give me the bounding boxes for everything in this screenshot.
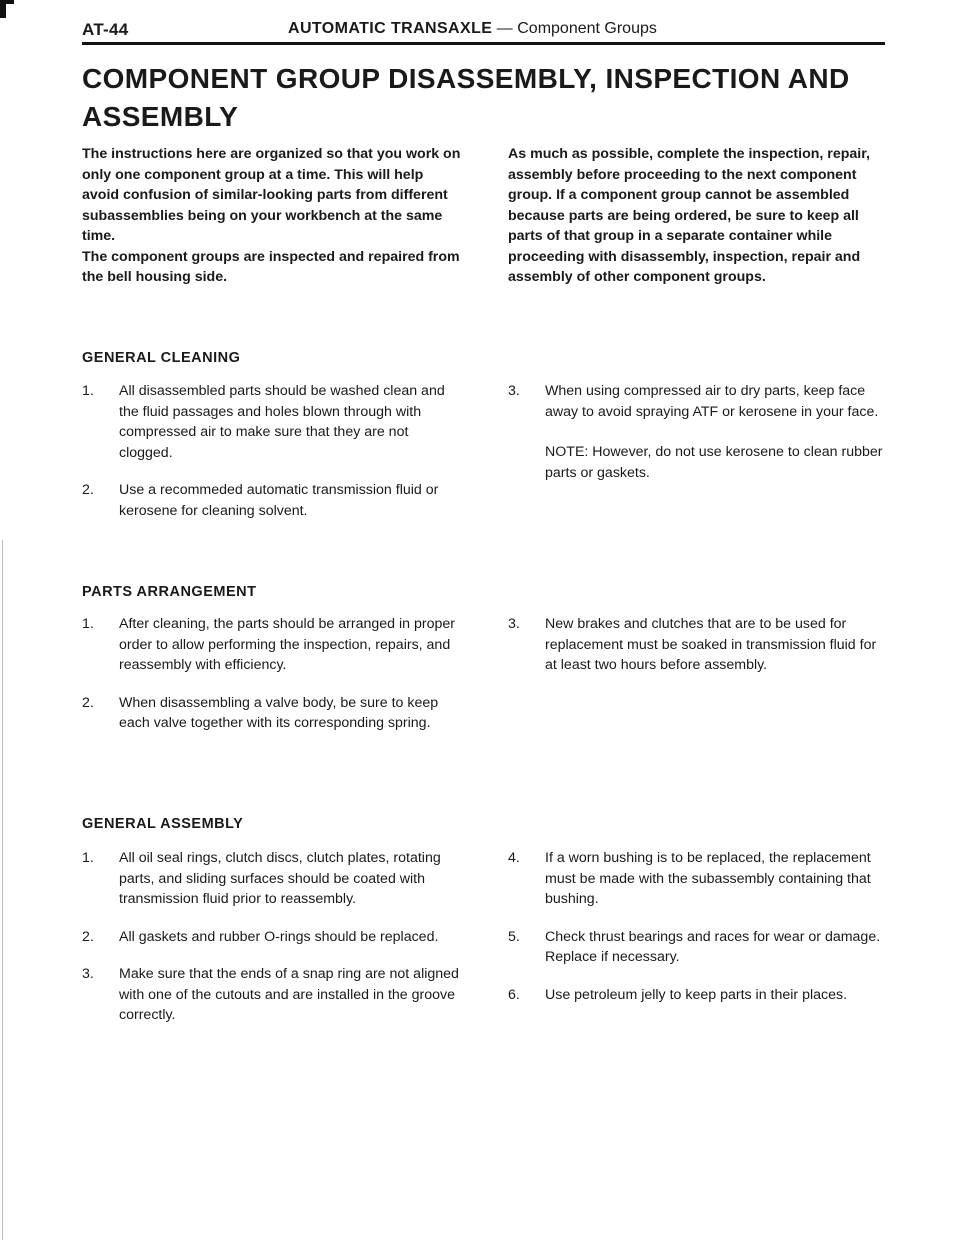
- item-text: If a worn bushing is to be replaced, the replacement must be made with the subassembly containing that bushing.: [545, 850, 871, 907]
- intro-right-paragraph: As much as possible, complete the inspection, repair, assembly before proceeding to the next component group. If a component group cannot be assembled because parts are being ordered, be sure to keep all parts of that group in a separate container while proceeding with disassembly, inspection, repair and assembly of other component groups.: [508, 146, 870, 285]
- list-item: [508, 927, 888, 968]
- general-cleaning-list-left: [82, 381, 462, 538]
- list-item: [82, 927, 462, 948]
- item-number: 5.: [508, 928, 520, 945]
- item-number: 1.: [82, 616, 94, 632]
- running-header: [288, 20, 657, 38]
- list-item: [508, 614, 888, 676]
- list-item: [82, 693, 462, 734]
- section-heading-parts-arrangement: PARTS ARRANGEMENT: [82, 584, 257, 600]
- intro-left-paragraph: The component groups are inspected and repaired from the bell housing side.: [82, 248, 460, 285]
- parts-arrangement-list-left: [82, 614, 462, 751]
- item-number: 2.: [82, 928, 94, 945]
- item-number: 1.: [82, 850, 94, 866]
- intro-left: [82, 144, 462, 288]
- page-edge-line: [2, 540, 3, 1240]
- general-cleaning-right: [508, 381, 888, 483]
- header-rule: [82, 42, 885, 45]
- parts-arrangement-list-right: [508, 614, 888, 693]
- page-title-line-1: COMPONENT GROUP DISASSEMBLY, INSPECTION AND: [82, 63, 850, 94]
- list-item: [82, 614, 462, 676]
- item-text: New brakes and clutches that are to be used for replacement must be soaked in transmission fluid for at least two hours before assembly.: [545, 616, 877, 673]
- general-cleaning-list-right: [508, 381, 888, 422]
- general-assembly-list-left: [82, 848, 462, 1043]
- item-text: When using compressed air to dry parts, keep face away to avoid spraying ATF or kerosene in your face.: [545, 383, 879, 420]
- running-header-subsection: — Component Groups: [492, 20, 657, 37]
- item-text: Use a recommeded automatic transmission fluid or kerosene for cleaning solvent.: [119, 482, 439, 519]
- section-heading-general-cleaning: GENERAL CLEANING: [82, 350, 241, 366]
- intro-left-paragraph: The instructions here are organized so that you work on only one component group at a time. This will help avoid confusion of similar-looking parts from different subassemblies being on your workbench at the same time.: [82, 146, 461, 244]
- item-number: 3.: [508, 383, 520, 399]
- item-text: When disassembling a valve body, be sure to keep each valve together with its corresponding spring.: [119, 694, 439, 731]
- note-text: NOTE: However, do not use kerosene to clean rubber parts or gaskets.: [545, 444, 883, 481]
- item-number: 3.: [508, 616, 520, 632]
- item-text: All disassembled parts should be washed clean and the fluid passages and holes blown through with compressed air to make sure that they are not clogged.: [119, 383, 445, 461]
- item-text: Make sure that the ends of a snap ring are not aligned with one of the cutouts and are installed in the groove correctly.: [119, 966, 459, 1023]
- list-item: [508, 381, 888, 422]
- item-number: 4.: [508, 850, 520, 866]
- list-item: [82, 848, 462, 910]
- running-header-section: AUTOMATIC TRANSAXLE: [288, 20, 493, 37]
- item-text: All oil seal rings, clutch discs, clutch plates, rotating parts, and sliding surfaces should be coated with transmission fluid prior to reassembly.: [119, 850, 441, 907]
- item-text: All gaskets and rubber O-rings should be replaced.: [119, 928, 439, 945]
- item-number: 2.: [82, 694, 94, 711]
- list-item: [82, 480, 462, 521]
- list-item: [508, 848, 888, 910]
- page-title-line-2: ASSEMBLY: [82, 101, 239, 132]
- section-heading-general-assembly: GENERAL ASSEMBLY: [82, 816, 244, 832]
- item-number: 2.: [82, 482, 94, 498]
- list-item: [82, 381, 462, 463]
- item-number: 1.: [82, 383, 94, 399]
- item-number: 6.: [508, 986, 520, 1003]
- item-text: Use petroleum jelly to keep parts in their places.: [545, 986, 848, 1003]
- item-number: 3.: [82, 966, 94, 982]
- list-item: [82, 964, 462, 1026]
- list-item: [508, 985, 888, 1006]
- page-title: [82, 60, 902, 136]
- item-text: After cleaning, the parts should be arranged in proper order to allow performing the inspection, repairs, and reassembly with efficiency.: [119, 616, 455, 673]
- intro-right: [508, 144, 888, 288]
- general-assembly-list-right: [508, 848, 888, 1022]
- corner-crop-mark-top: [0, 0, 14, 4]
- item-text: Check thrust bearings and races for wear or damage. Replace if necessary.: [545, 928, 881, 965]
- page-number: AT-44: [82, 20, 129, 39]
